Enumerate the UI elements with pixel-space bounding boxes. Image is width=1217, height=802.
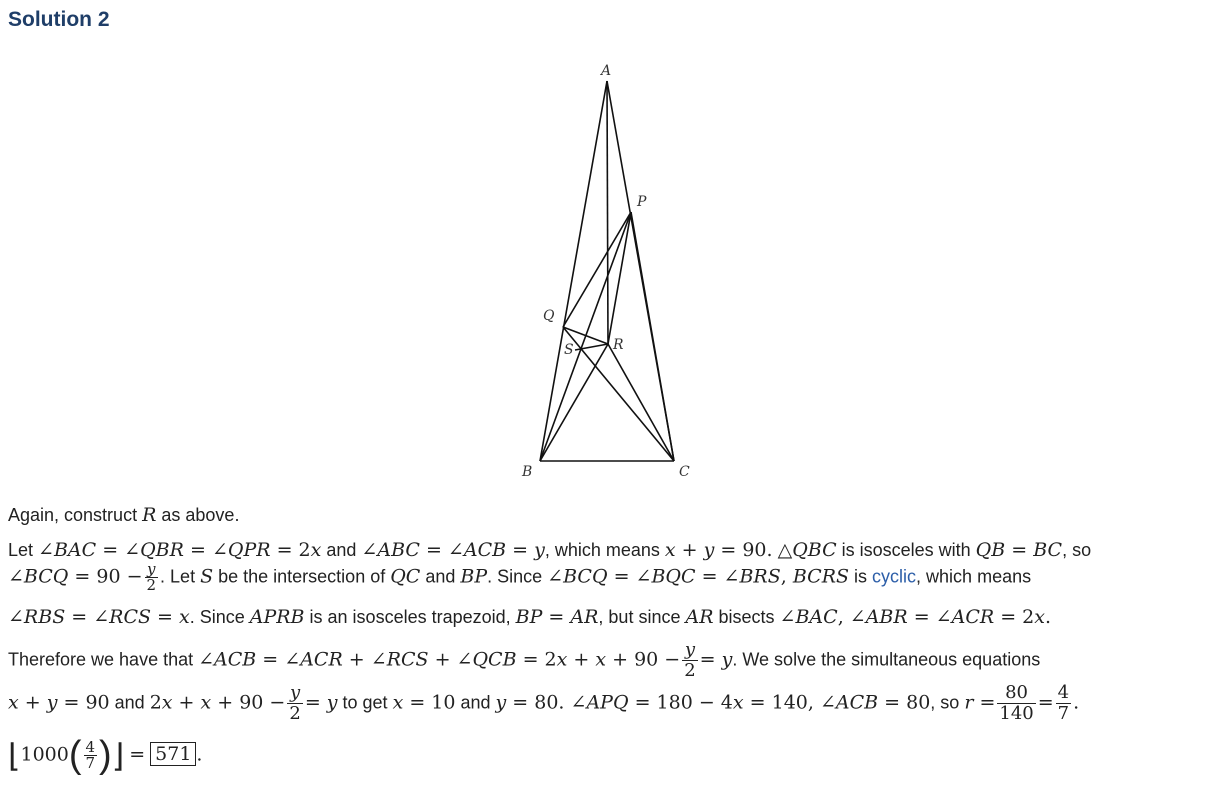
figure-lines bbox=[540, 81, 674, 461]
label-P: P bbox=[637, 194, 647, 210]
label-B: B bbox=[522, 464, 533, 480]
section-heading: Solution 2 bbox=[8, 8, 110, 31]
label-Q: Q bbox=[543, 308, 555, 324]
text-line-2: Let ∠BAC = ∠QBR = ∠QPR = 2x and ∠ABC = ∠ACB = y, which means x + y = 90. △QBC is isosceles with QB = BC, so bbox=[8, 539, 1092, 561]
text-line-7: ⌊1000( $\frac{4}{7}$ )⌋ = 571 . bbox=[8, 734, 203, 776]
final-answer: 571 bbox=[150, 742, 196, 766]
text-line-4: ∠RBS = ∠RCS = x. Since APRB is an isosceles trapezoid, BP = AR, but since AR bisects ∠BAC, ∠ABR = ∠ACR = 2x. bbox=[8, 606, 1052, 628]
text-line-6: x + y = 90 and 2x + x + 90 − $\frac{y}{2}$ = y to get x = 10 and y = 80. ∠APQ = 180 − 4x = 140, ∠ACB = 80, so r = $\frac{80}{140}$ = $\frac{4}{7}$ . bbox=[8, 682, 1080, 724]
text-line-3: ∠BCQ = 90 − $\frac{y}{2}$ . Let S be the intersection of QC and BP. Since ∠BCQ = ∠BQC = ∠BRS, BCRS is cyclic, which means bbox=[8, 560, 1032, 594]
label-S: S bbox=[564, 342, 574, 358]
segment-AR bbox=[607, 81, 608, 344]
text-line-5: Therefore we have that ∠ACB = ∠ACR + ∠RCS + ∠QCB = 2x + x + 90 − $\frac{y}{2}$ = y. We solve the simultaneous equations bbox=[8, 639, 1041, 681]
text-line-1: Again, construct R as above. bbox=[8, 504, 240, 526]
label-R: R bbox=[613, 337, 624, 353]
cyclic-link[interactable]: cyclic bbox=[872, 566, 917, 587]
geometry-figure bbox=[500, 58, 730, 488]
label-C: C bbox=[679, 464, 690, 480]
label-A: A bbox=[601, 63, 612, 79]
